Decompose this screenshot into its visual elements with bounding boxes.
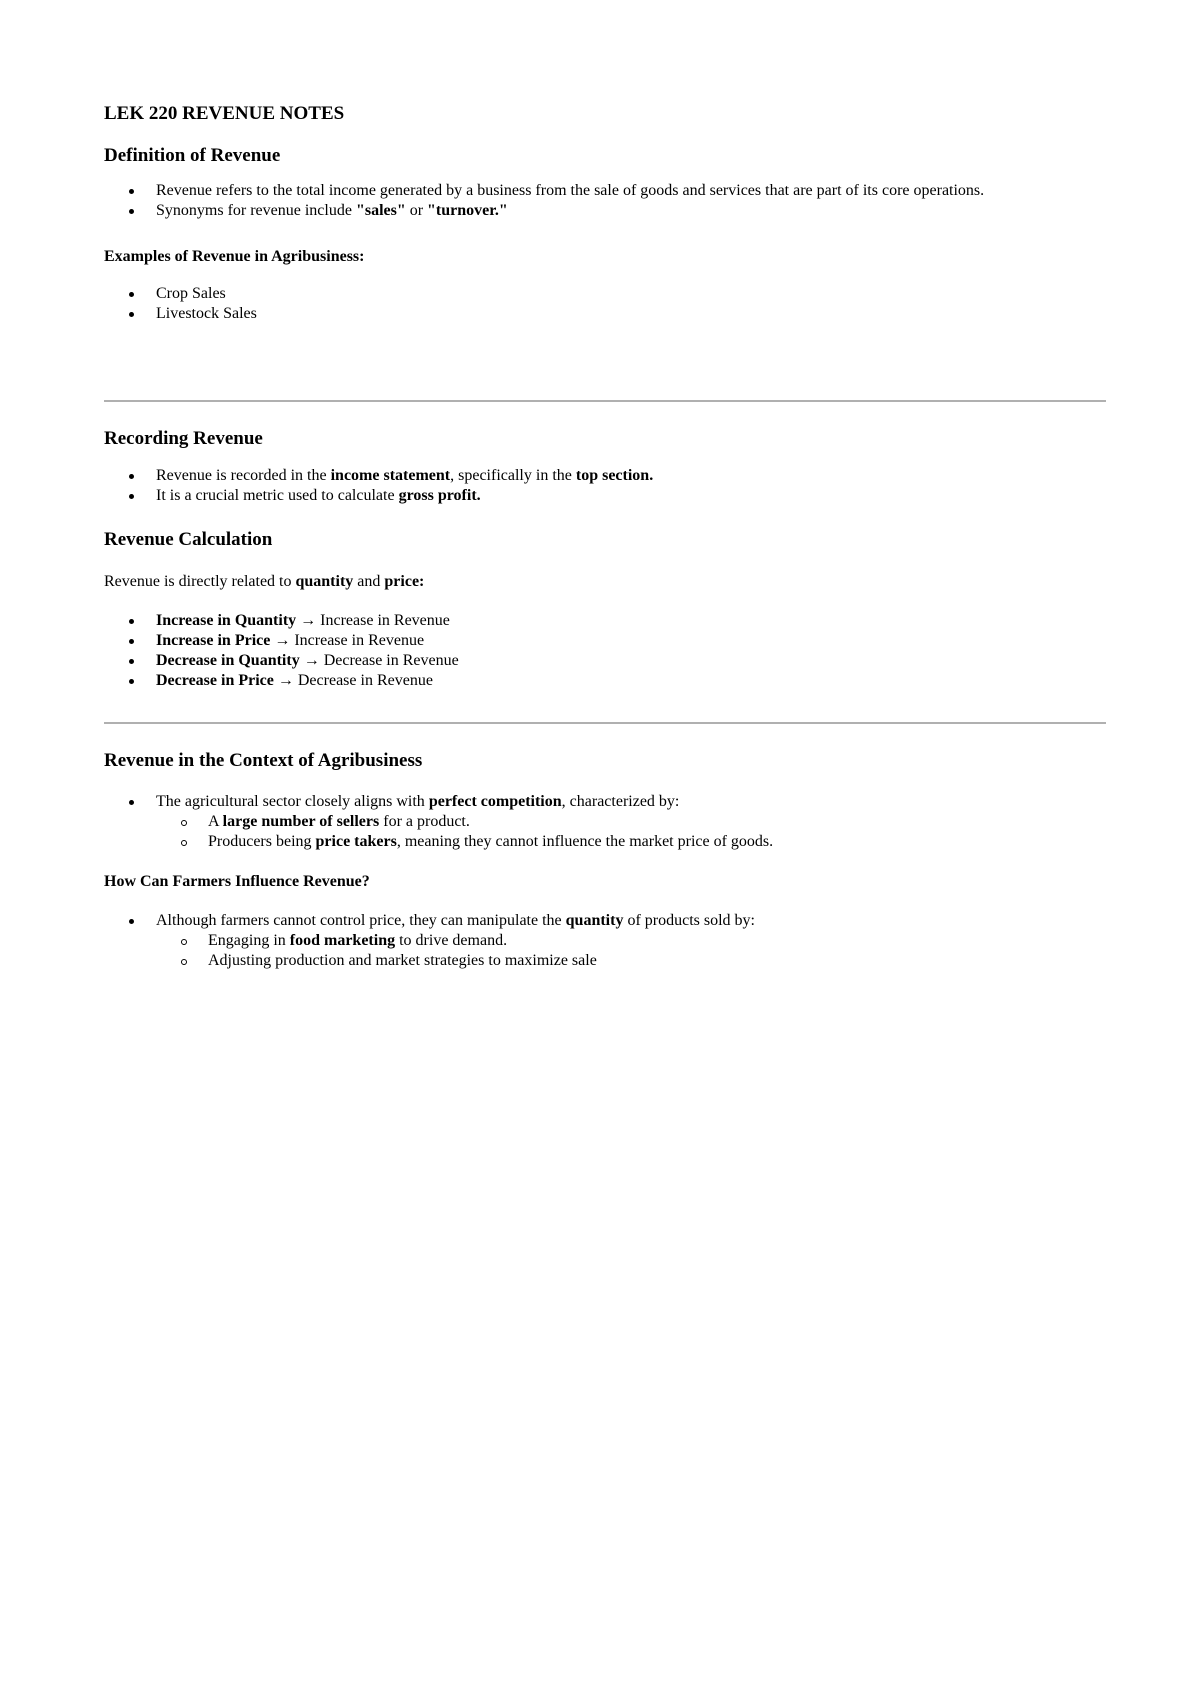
sub-list-item: A large number of sellers for a product.: [156, 812, 773, 832]
calculation-heading: Revenue Calculation: [104, 529, 273, 550]
list-item: Increase in Quantity → Increase in Revenue: [104, 611, 459, 631]
context-heading: Revenue in the Context of Agribusiness: [104, 750, 423, 771]
influence-heading: How Can Farmers Influence Revenue?: [104, 873, 370, 890]
sub-list-item: Engaging in food marketing to drive demand.: [156, 931, 755, 951]
list-item: Decrease in Quantity → Decrease in Revenue: [104, 651, 459, 671]
sub-list-item: Producers being price takers, meaning they cannot influence the market price of goods.: [156, 832, 773, 852]
recording-heading: Recording Revenue: [104, 428, 263, 449]
list-item: Synonyms for revenue include "sales" or "turnover.": [104, 201, 984, 221]
list-item: Increase in Price → Increase in Revenue: [104, 631, 459, 651]
definition-heading: Definition of Revenue: [104, 145, 281, 166]
list-item: Livestock Sales: [104, 304, 257, 324]
sub-list: [156, 931, 755, 971]
list-item: Revenue refers to the total income generated by a business from the sale of goods and services that are part of its core operations.: [104, 181, 984, 201]
document-title: LEK 220 REVENUE NOTES: [104, 103, 345, 124]
list-item: The agricultural sector closely aligns with perfect competition, characterized by: A large number of sellers for a product. Producers being price takers, meaning they cannot influence the market price of goods.: [104, 792, 773, 852]
sub-list-item: Adjusting production and market strategies to maximize sale: [156, 951, 755, 971]
list-item: Revenue is recorded in the income statement, specifically in the top section.: [104, 466, 653, 486]
section-divider: [104, 400, 1106, 402]
list-item: Crop Sales: [104, 284, 257, 304]
calculation-list: [104, 611, 459, 691]
influence-list: [104, 911, 755, 971]
list-item: Although farmers cannot control price, they can manipulate the quantity of products sold by: Engaging in food marketing to drive demand. Adjusting production and market strategies to maximize sale: [104, 911, 755, 971]
definition-list: [104, 181, 984, 221]
context-list: [104, 792, 773, 852]
recording-list: [104, 466, 653, 506]
examples-list: [104, 284, 257, 324]
examples-heading: Examples of Revenue in Agribusiness:: [104, 248, 365, 265]
calculation-intro: Revenue is directly related to quantity and price:: [104, 573, 425, 590]
list-item: Decrease in Price → Decrease in Revenue: [104, 671, 459, 691]
section-divider: [104, 722, 1106, 724]
sub-list: [156, 812, 773, 852]
list-item: It is a crucial metric used to calculate gross profit.: [104, 486, 653, 506]
